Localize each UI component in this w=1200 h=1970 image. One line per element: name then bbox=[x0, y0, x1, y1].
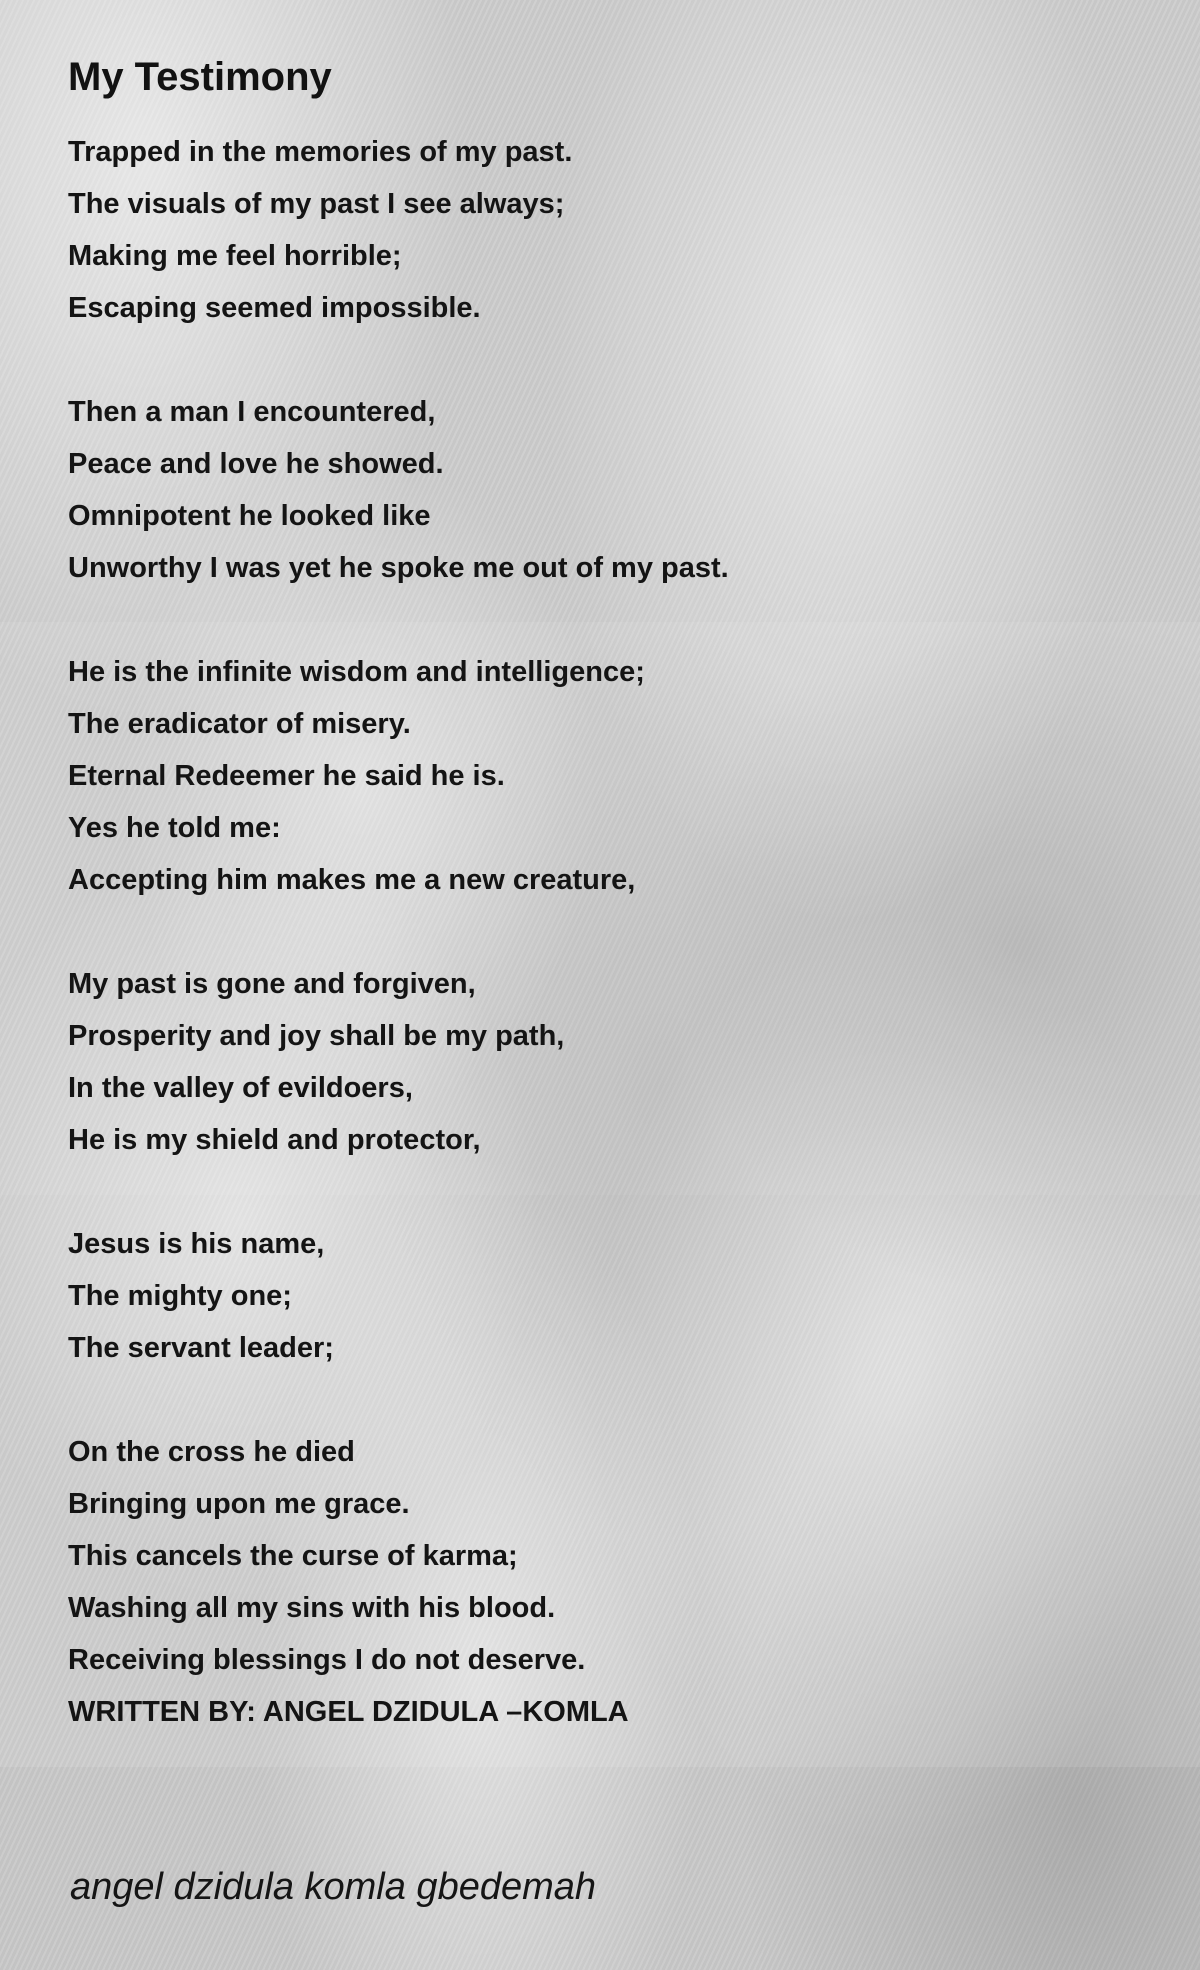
poem-line: Escaping seemed impossible. bbox=[68, 292, 481, 324]
poem-stanza bbox=[68, 958, 1148, 1166]
poem-line: Washing all my sins with his blood. bbox=[68, 1592, 556, 1624]
poem-line: Trapped in the memories of my past. bbox=[68, 136, 573, 168]
poem-line: The mighty one; bbox=[68, 1280, 292, 1312]
poem-line: Then a man I encountered, bbox=[68, 396, 436, 428]
poem-line: Yes he told me: bbox=[68, 812, 281, 844]
poem-body bbox=[68, 126, 1148, 1738]
poem-line: Omnipotent he looked like bbox=[68, 500, 431, 532]
poem-line: The eradicator of misery. bbox=[68, 708, 411, 740]
poem-stanza bbox=[68, 386, 1148, 594]
poem-line: The visuals of my past I see always; bbox=[68, 188, 565, 220]
poem-author: angel dzidula komla gbedemah bbox=[70, 1866, 597, 1908]
poem-stanza bbox=[68, 126, 1148, 334]
poem-line: My past is gone and forgiven, bbox=[68, 968, 476, 1000]
poem-line: In the valley of evildoers, bbox=[68, 1072, 413, 1104]
poem-line: Unworthy I was yet he spoke me out of my past. bbox=[68, 552, 729, 584]
poem-line: Bringing upon me grace. bbox=[68, 1488, 410, 1520]
poem-line: The servant leader; bbox=[68, 1332, 334, 1364]
poem-line: Peace and love he showed. bbox=[68, 448, 444, 480]
poem-line: Eternal Redeemer he said he is. bbox=[68, 760, 505, 792]
poem-line: Jesus is his name, bbox=[68, 1228, 325, 1260]
poem-stanza bbox=[68, 1426, 1148, 1738]
poem-line: He is the infinite wisdom and intelligence; bbox=[68, 656, 645, 688]
poem-line: Receiving blessings I do not deserve. bbox=[68, 1644, 586, 1676]
poem-container bbox=[68, 50, 1148, 1738]
poem-line: On the cross he died bbox=[68, 1436, 355, 1468]
poem-line: Accepting him makes me a new creature, bbox=[68, 864, 636, 896]
poem-line: Making me feel horrible; bbox=[68, 240, 402, 272]
poem-stanza bbox=[68, 1218, 1148, 1374]
poem-line: Prosperity and joy shall be my path, bbox=[68, 1020, 565, 1052]
poem-stanza bbox=[68, 646, 1148, 906]
poem-title: My Testimony bbox=[68, 55, 332, 99]
poem-line: He is my shield and protector, bbox=[68, 1124, 481, 1156]
poem-line: WRITTEN BY: ANGEL DZIDULA –KOMLA bbox=[68, 1696, 629, 1728]
poem-line: This cancels the curse of karma; bbox=[68, 1540, 518, 1572]
